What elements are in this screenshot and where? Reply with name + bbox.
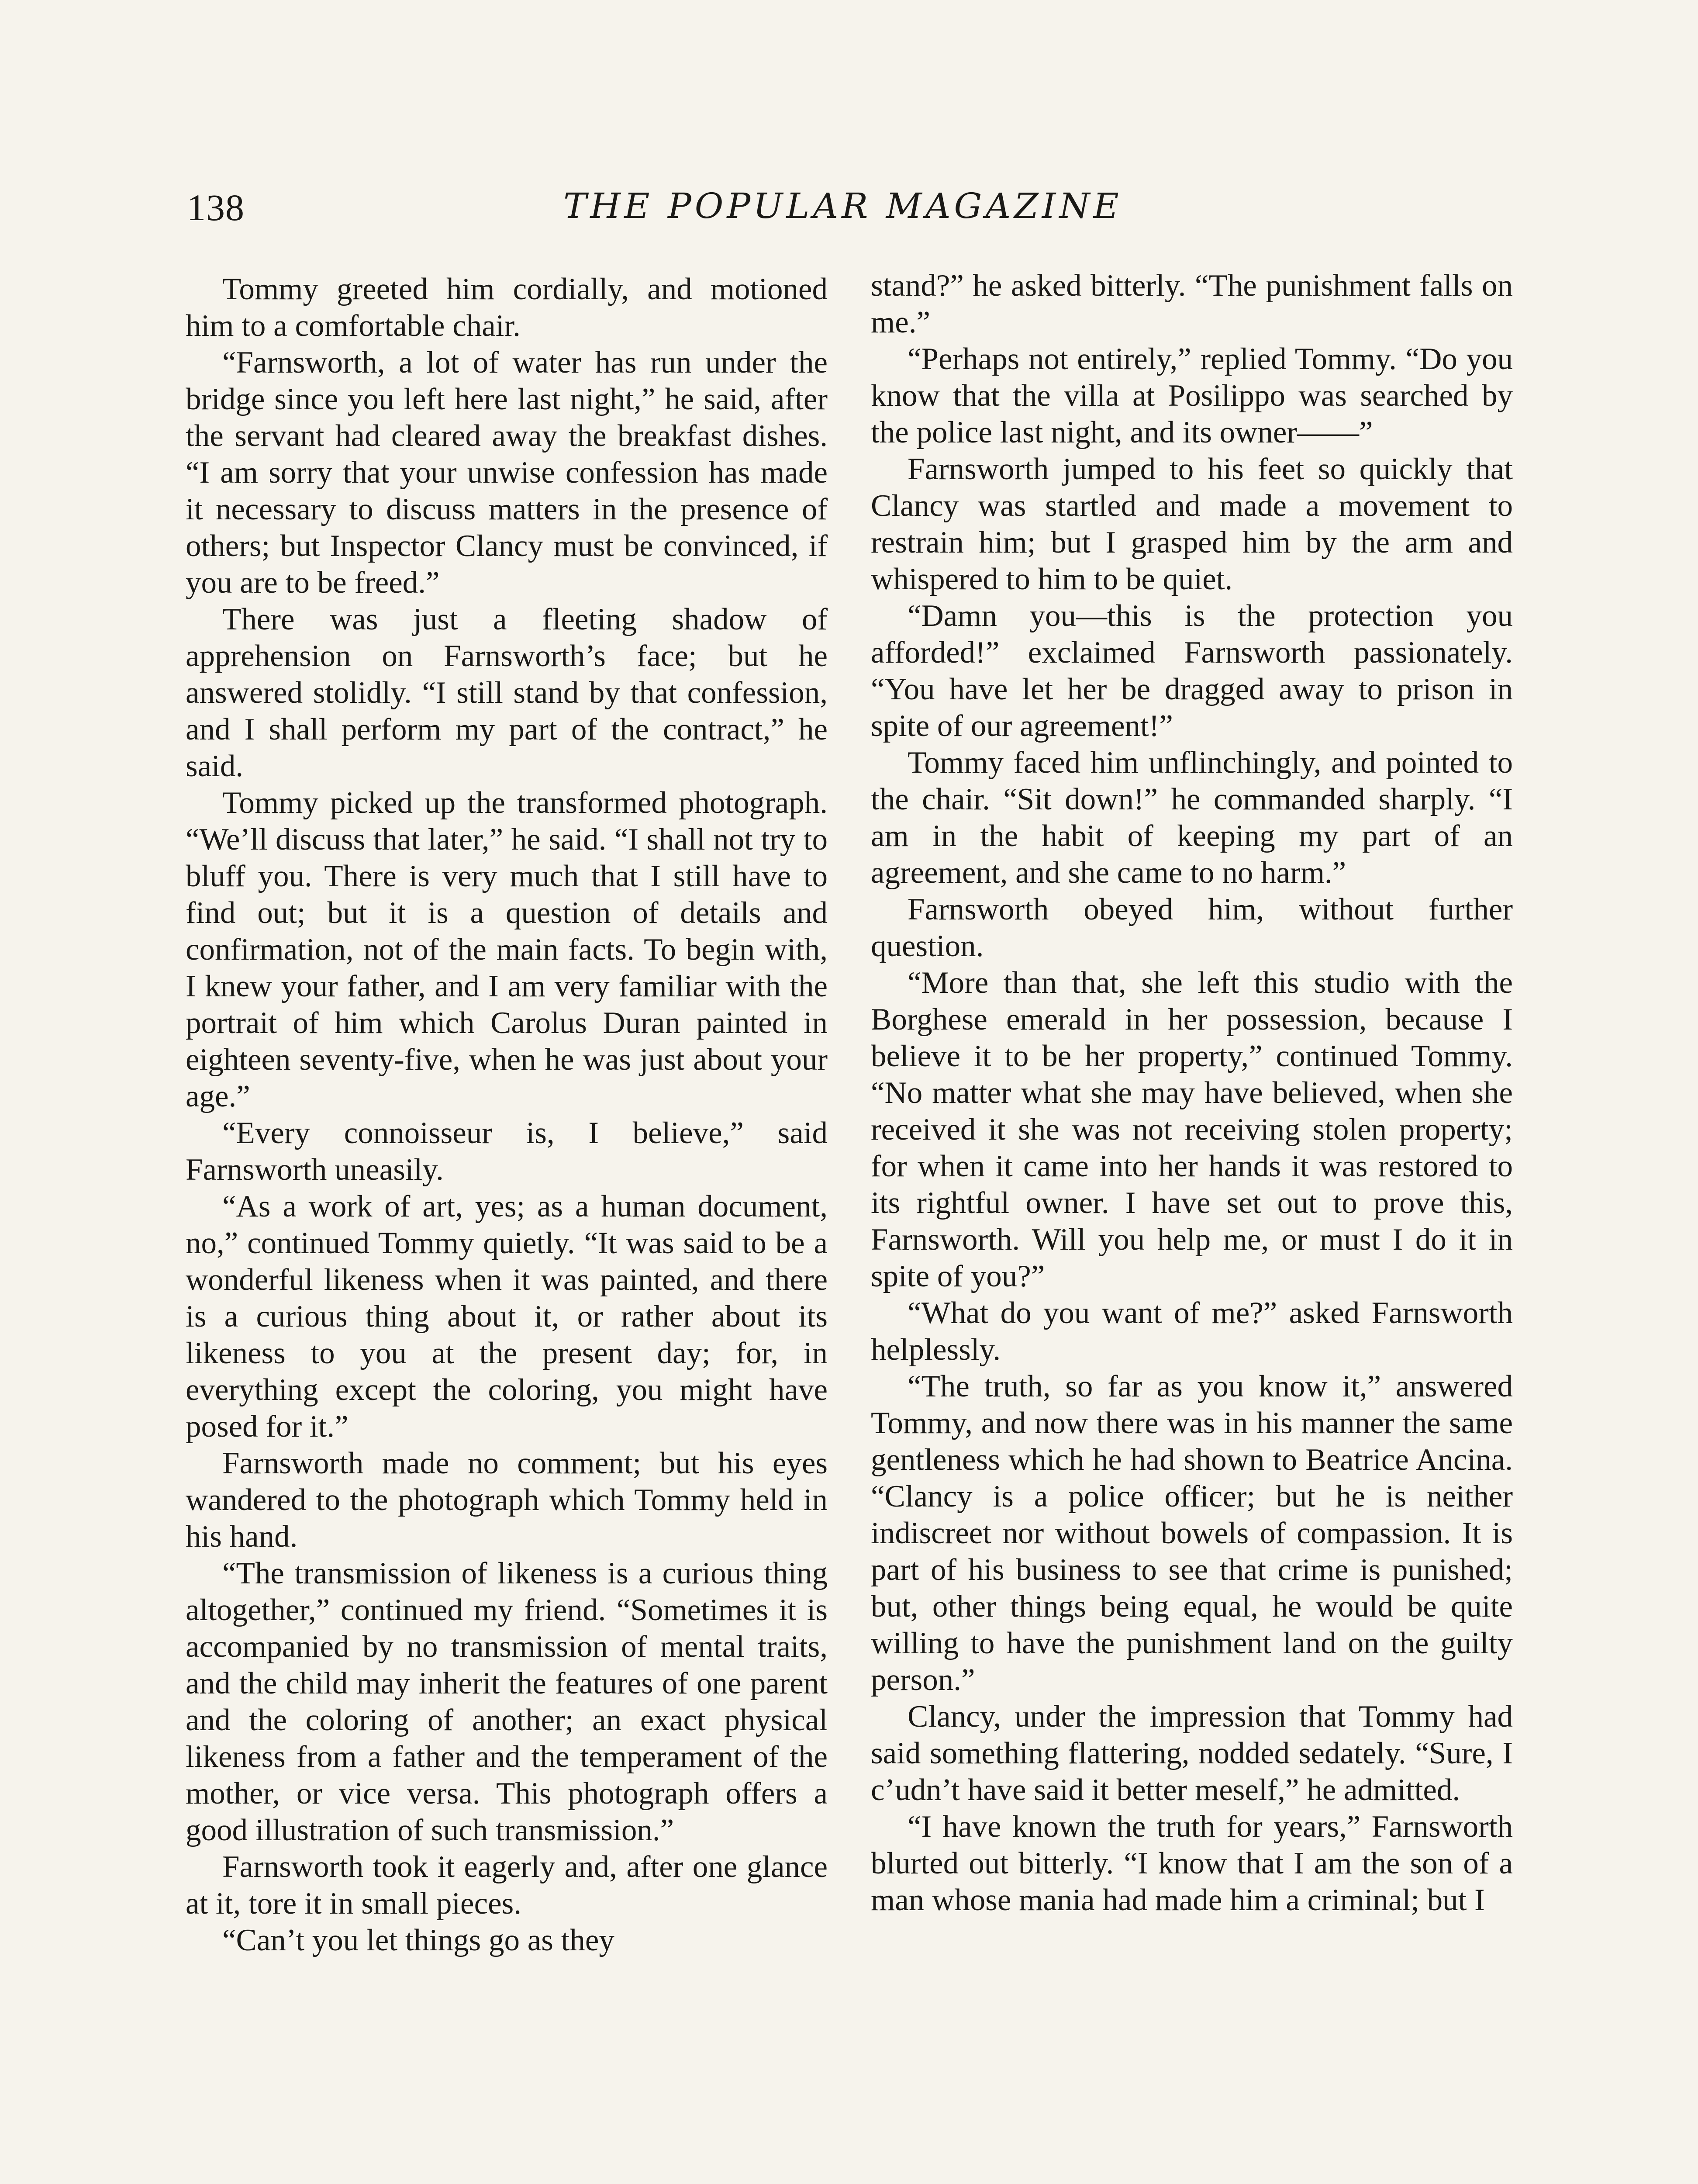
page-number: 138 xyxy=(187,187,245,228)
paragraph: “What do you want of me?” asked Farnsworth helplessly. xyxy=(871,1296,1513,1367)
paragraph: “Can’t you let things go as they xyxy=(222,1923,614,1957)
left-column xyxy=(186,271,828,1959)
paragraph: “The transmission of likeness is a curious thing altogether,” continued my friend. “Sometimes it is accompanied by no transmission of mental traits, and the child may inherit the features of one parent and the coloring of another; an exact physical likeness from a father and the temperament of the mother, or vice versa. This photograph offers a good illustration of such transmission.” xyxy=(186,1556,828,1847)
right-column xyxy=(871,267,1513,1918)
paragraph: “Damn you—this is the protection you afforded!” exclaimed Farnsworth passionately. “You have let her be dragged away to prison in spite of our agreement!” xyxy=(871,599,1513,743)
paragraph: “Farnsworth, a lot of water has run under the bridge since you left here last night,” he said, after the servant had cleared away the breakfast dishes. “I am sorry that your unwise confession has made it necessary to discuss matters in the presence of others; but Inspector Clancy must be convinced, if you are to be freed.” xyxy=(186,346,828,600)
paragraph: “I have known the truth for years,” Farnsworth blurted out bitterly. “I know that I am the son of a man whose mania had made him a criminal; but I xyxy=(871,1810,1513,1917)
paragraph: Farnsworth took it eagerly and, after one glance at it, tore it in small pieces. xyxy=(186,1850,828,1921)
paragraph: Farnsworth made no comment; but his eyes wandered to the photograph which Tommy held in his hand. xyxy=(186,1446,828,1554)
paragraph: Farnsworth jumped to his feet so quickly that Clancy was startled and made a movement to restrain him; but I grasped him by the arm and whispered to him to be quiet. xyxy=(871,452,1513,596)
paragraph: There was just a fleeting shadow of apprehension on Farnsworth’s face; but he answered stolidly. “I still stand by that confession, and I shall perform my part of the contract,” he said. xyxy=(186,602,828,783)
paragraph: “More than that, she left this studio with the Borghese emerald in her possession, because I believe it to be her property,” continued Tommy. “No matter what she may have believed, when she received it she was not receiving stolen property; for when it came into her hands it was restored to its rightful owner. I have set out to prove this, Farnsworth. Will you help me, or must I do it in spite of you?” xyxy=(871,966,1513,1293)
paragraph: stand?” he asked bitterly. “The punishment falls on me.” xyxy=(871,269,1513,339)
paragraph: Farnsworth obeyed him, without further question. xyxy=(871,892,1513,963)
paragraph: Clancy, under the impression that Tommy had said something flattering, nodded sedately. “Sure, I c’udn’t have said it better meself,” he admitted. xyxy=(871,1700,1513,1807)
running-head: THE POPULAR MAGAZINE xyxy=(563,186,1122,226)
paragraph: “As a work of art, yes; as a human document, no,” continued Tommy quietly. “It was said to be a wonderful likeness when it was painted, and there is a curious thing about it, or rather about its likeness to you at the present day; for, in everything except the coloring, you might have posed for it.” xyxy=(186,1189,828,1444)
paragraph: Tommy faced him unflinchingly, and pointed to the chair. “Sit down!” he commanded sharply. “I am in the habit of keeping my part of an agreement, and she came to no harm.” xyxy=(871,746,1513,890)
paragraph: “Perhaps not entirely,” replied Tommy. “Do you know that the villa at Posilippo was searched by the police last night, and its owner——” xyxy=(871,342,1513,449)
paragraph: “The truth, so far as you know it,” answered Tommy, and now there was in his manner the same gentleness which he had shown to Beatrice Ancina. “Clancy is a police officer; but he is neither indiscreet nor without bowels of compassion. It is part of his business to see that crime is punished; but, other things being equal, he would be quite willing to have the punishment land on the guilty person.” xyxy=(871,1369,1513,1697)
paragraph: Tommy greeted him cordially, and motioned him to a comfortable chair. xyxy=(186,272,828,343)
paragraph: “Every connoisseur is, I believe,” said Farnsworth uneasily. xyxy=(186,1116,828,1187)
paragraph: Tommy picked up the transformed photograph. “We’ll discuss that later,” he said. “I shall not try to bluff you. There is very much that I still have to find out; but it is a question of details and confirmation, not of the main facts. To begin with, I knew your father, and I am very familiar with the portrait of him which Carolus Duran painted in eighteen seventy-five, when he was just about your age.” xyxy=(186,786,828,1113)
